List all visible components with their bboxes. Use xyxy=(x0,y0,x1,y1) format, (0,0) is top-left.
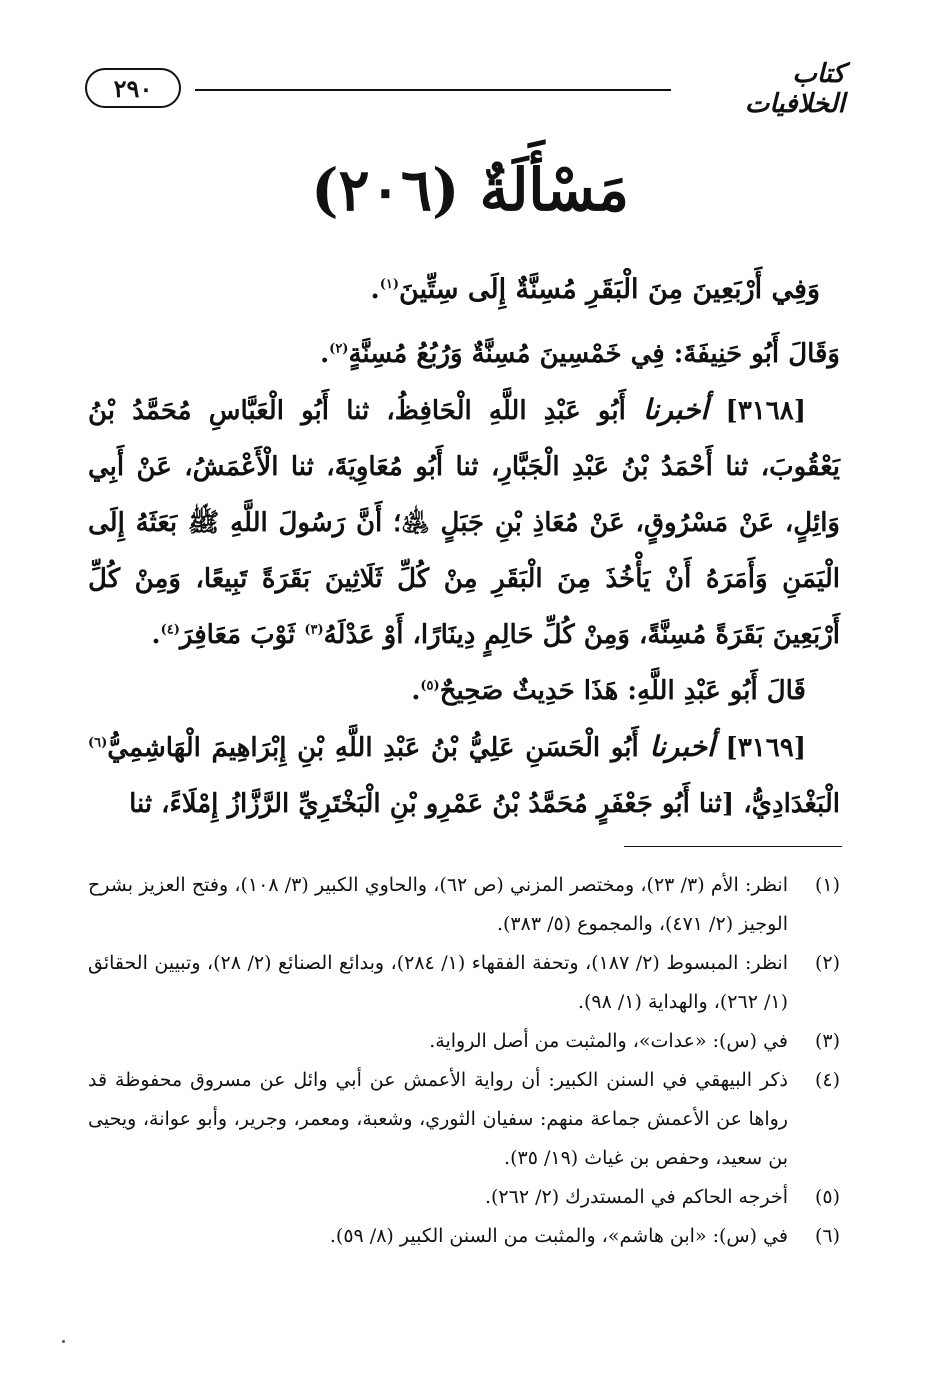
hadith-text: ثَوْبَ مَعَافِرَ xyxy=(179,620,296,650)
scan-speck xyxy=(62,1340,65,1343)
hadith-3168 xyxy=(88,382,840,663)
matn-end: . xyxy=(370,274,380,305)
footnote-text: انظر: المبسوط (٢/ ١٨٧)، وتحفة الفقهاء (١/ ٢٨٤)، وبدائع الصنائع (٢/ ٢٨)، وتبيين الحقائق (١/ ٢٦٢)، والهداية (١/ ٩٨). xyxy=(88,952,788,1013)
akhbarana-label: أخبرنا xyxy=(643,393,709,426)
hadith-end: . xyxy=(151,620,161,650)
footnote-number: (١) xyxy=(814,874,840,896)
matn-statement xyxy=(88,262,840,318)
footnote-number: (٢) xyxy=(814,952,840,974)
footnote-text: أخرجه الحاكم في المستدرك (٢/ ٢٦٢). xyxy=(484,1186,788,1208)
footnote-text: انظر: الأم (٣/ ٢٣)، ومختصر المزني (ص ٦٢)، والحاوي الكبير (٣/ ١٠٨)، وفتح العزيز بشرح الوجيز (٢/ ٤٧١)، والمجموع (٥/ ٣٨٣). xyxy=(88,874,788,935)
footnote xyxy=(88,1061,840,1178)
main-text xyxy=(88,262,840,832)
matn-text: وَفِي أَرْبَعِينَ مِنَ الْبَقَرِ مُسِنَّةٌ إِلَى سِتِّينَ xyxy=(399,274,820,305)
header-rule xyxy=(195,89,671,91)
hanifa-text: وَقَالَ أَبُو حَنِيفَةَ: فِي خَمْسِينَ مُسِنَّةٌ وَرُبُعُ مُسِنَّةٍ xyxy=(348,339,840,369)
footnote-number: (٤) xyxy=(814,1069,840,1091)
footnote-text: في (س): «ابن هاشم»، والمثبت من السنن الكبير (٨/ ٥٩). xyxy=(329,1225,788,1247)
verdict-end: . xyxy=(411,676,421,706)
footnote-number: (٦) xyxy=(814,1225,840,1247)
footnote xyxy=(88,944,840,1022)
verdict-text: قَالَ أَبُو عَبْدِ اللَّهِ: هَذَا حَدِيثٌ صَحِيحٌ xyxy=(439,676,806,706)
footnote-ref-3[interactable]: (٣) xyxy=(304,622,324,638)
hadith-3169 xyxy=(88,719,840,832)
footnote xyxy=(88,1022,840,1061)
book-title: كتاب الخلافيات xyxy=(744,59,845,119)
footnote-ref-6[interactable]: (٦) xyxy=(88,735,108,751)
hadith-number: [٣١٦٨] xyxy=(725,396,806,426)
footnote-ref-2[interactable]: (٢) xyxy=(329,341,349,357)
hadith-text: أَبُو الْحَسَنِ عَلِيُّ بْنُ عَبْدِ اللَّهِ بْنِ إِبْرَاهِيمَ الْهَاشِمِيُّ xyxy=(107,733,639,763)
footnote xyxy=(88,866,840,944)
hadith-text: أَبُو عَبْدِ اللَّهِ الْحَافِظُ، ثنا أَبُو الْعَبَّاسِ مُحَمَّدُ بْنُ يَعْقُوبَ، ثنا أَحْمَدُ بْنُ عَبْدِ الْجَبَّارِ، ثنا أَبُو مُعَاوِيَةَ، ثنا الْأَعْمَشُ، عَنْ أَبِي وَائِلٍ، عَنْ مَسْرُوقٍ، عَنْ مُعَاذِ بْنِ جَبَلٍ ﵁؛ أَنَّ رَسُولَ اللَّهِ ﷺ بَعَثَهُ إِلَى الْيَمَنِ وَأَمَرَهُ أَنْ يَأْخُذَ مِنَ الْبَقَرِ مِنْ كُلِّ ثَلَاثِينَ بَقَرَةً تَبِيعًا، وَمِنْ كُلِّ أَرْبَعِينَ بَقَرَةً مُسِنَّةً، وَمِنْ كُلِّ حَالِمٍ دِينَارًا، أَوْ عَدْلَهُ xyxy=(88,396,840,650)
hanifa-statement xyxy=(88,318,840,382)
footnote-ref-5[interactable]: (٥) xyxy=(420,678,440,694)
footnote-separator xyxy=(624,846,842,847)
page-header xyxy=(85,59,845,119)
footnote-text: ذكر البيهقي في السنن الكبير: أن رواية الأعمش عن أبي وائل عن مسروق محفوظة قد رواها عن الأعمش جماعة منهم: سفيان الثوري، وشعبة، ومعمر، وجرير، وأبو عوانة، ويحيى بن سعيد، وحفص بن غياث (١٩/ ٣٥). xyxy=(88,1069,788,1169)
footnote-number: (٣) xyxy=(814,1030,840,1052)
hadith-number: [٣١٦٩] xyxy=(725,733,806,763)
footnote xyxy=(88,1178,840,1217)
footnote-number: (٥) xyxy=(814,1186,840,1208)
footnote-text: في (س): «عدات»، والمثبت من أصل الرواية. xyxy=(429,1030,788,1052)
footnote-ref-1[interactable]: (١) xyxy=(379,277,400,292)
footnote-ref-4[interactable]: (٤) xyxy=(160,622,180,638)
page-number: ٢٩٠ xyxy=(85,68,181,108)
hanifa-end: . xyxy=(320,339,330,369)
footnote xyxy=(88,1217,840,1256)
akhbarana-label: أخبرنا xyxy=(649,730,715,763)
hadith-text: الْبَغْدَادِيُّ، [ثنا أَبُو جَعْفَرٍ مُحَمَّدُ بْنُ عَمْرِو بْنِ الْبَخْتَرِيِّ الرَّزَّازُ إِمْلَاءً، ثنا xyxy=(129,789,840,819)
masalah-heading: مَسْأَلَةٌ (٢٠٦) xyxy=(311,156,629,224)
hakim-verdict xyxy=(88,663,840,719)
footnotes xyxy=(88,866,840,1256)
